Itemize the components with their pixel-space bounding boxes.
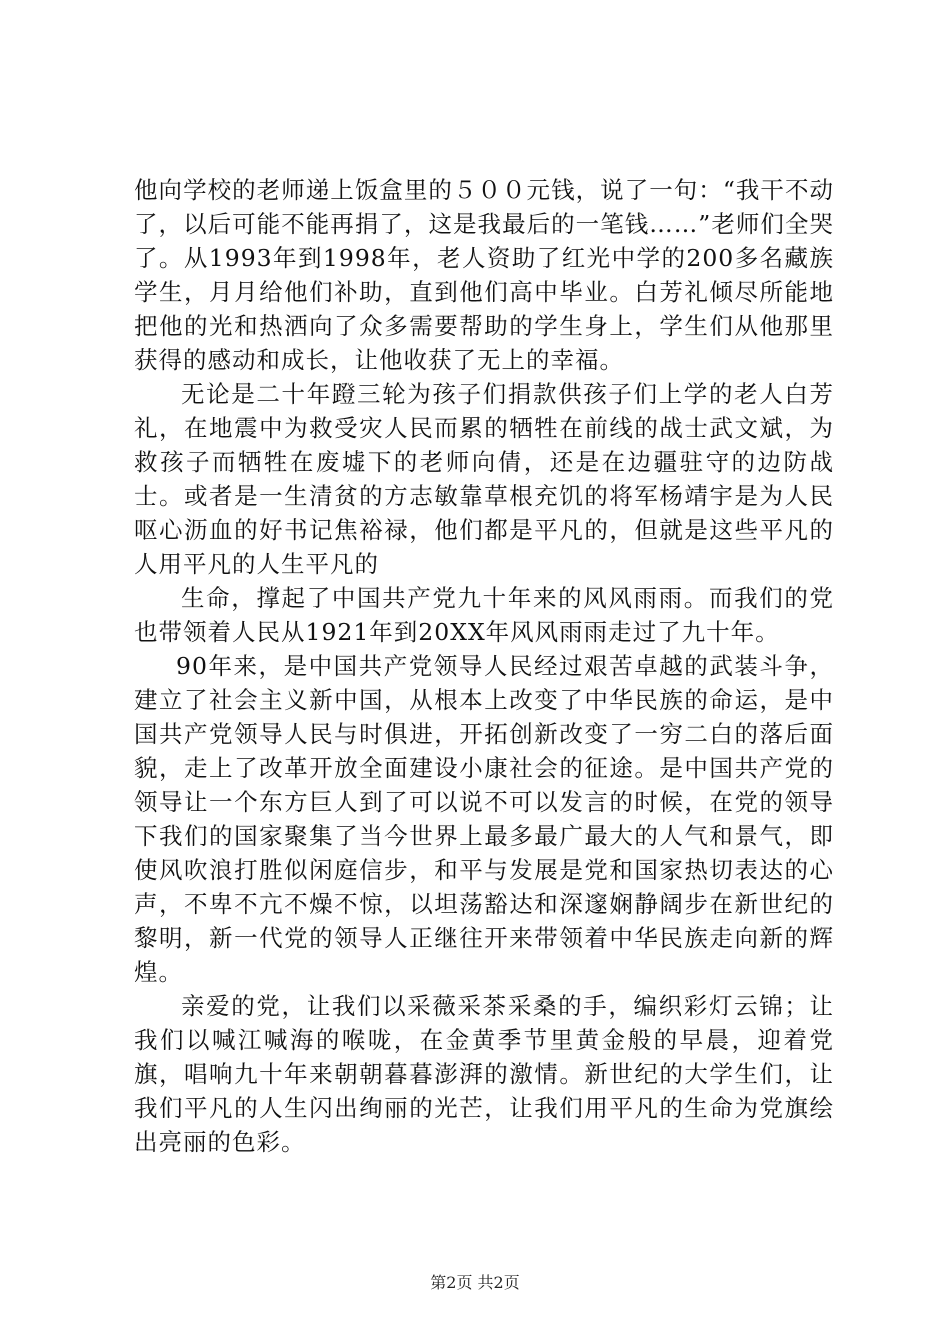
paragraph-3: 生命，撑起了中国共产党九十年来的风风雨雨。而我们的党也带领着人民从1921年到20XX年风风雨雨走过了九十年。 xyxy=(134,584,834,646)
paragraph-1: 他向学校的老师递上饭盒里的５００元钱，说了一句：“我干不动了，以后可能不能再捐了，这是我最后的一笔钱……”老师们全哭了。从1993年到1998年，老人资助了红光中学的200多名藏族学生，月月给他们补助，直到他们高中毕业。白芳礼倾尽所能地把他的光和热洒向了众多需要帮助的学生身上，学生们从他那里获得的感动和成长，让他收获了无上的幸福。 xyxy=(134,176,834,374)
paragraph-4: 90年来，是中国共产党领导人民经过艰苦卓越的武装斗争，建立了社会主义新中国，从根本上改变了中华民族的命运，是中国共产党领导人民与时俱进，开拓创新改变了一穷二白的落后面貌，走上了改革开放全面建设小康社会的征途。是中国共产党的领导让一个东方巨人到了可以说不可以发言的时候，在党的领导下我们的国家聚集了当今世界上最多最广最大的人气和景气，即使风吹浪打胜似闲庭信步，和平与发展是党和国家热切表达的心声，不卑不亢不燥不惊，以坦荡豁达和深邃娴静阔步在新世纪的黎明，新一代党的领导人正继往开来带领着中华民族走向新的辉煌。 xyxy=(134,652,834,986)
document-body xyxy=(134,173,834,1159)
page-footer: 第2页 共2页 xyxy=(430,1273,520,1292)
paragraph-2: 无论是二十年蹬三轮为孩子们捐款供孩子们上学的老人白芳礼，在地震中为救受灾人民而累的牺牲在前线的战士武文斌，为救孩子而牺牲在废墟下的老师向倩，还是在边疆驻守的边防战士。或者是一生清贫的方志敏靠草根充饥的将军杨靖宇是为人民呕心沥血的好书记焦裕禄，他们都是平凡的，但就是这些平凡的人用平凡的人生平凡的 xyxy=(134,380,834,578)
paragraph-5: 亲爱的党，让我们以采薇采茶采桑的手，编织彩灯云锦；让我们以喊江喊海的喉咙，在金黄季节里黄金般的早晨，迎着党旗，唱响九十年来朝朝暮暮澎湃的激情。新世纪的大学生们，让我们平凡的人生闪出绚丽的光芒，让我们用平凡的生命为党旗绘出亮丽的色彩。 xyxy=(134,992,834,1156)
